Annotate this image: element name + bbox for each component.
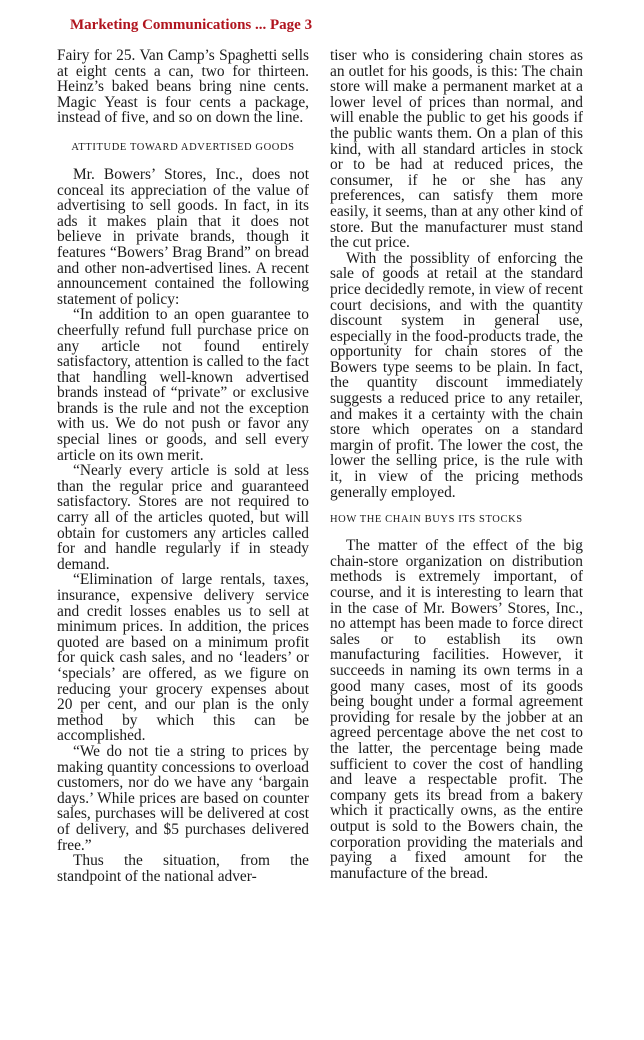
page-header: Marketing Communications ... Page 3 (70, 17, 313, 33)
paragraph: “We do not tie a string to prices by making quantity concessions to overload customers, nor do we have any ‘bargain days.’ While prices are based on counter sales, purchases will be delivered at cost of delivery, and $5 purchases delivered free.” (57, 742, 309, 854)
paragraph: Thus the situation, from the standpoint of the national adver- (57, 852, 309, 885)
section-heading: HOW THE CHAIN BUYS ITS STOCKS (330, 514, 523, 526)
section-heading: ATTITUDE TOWARD ADVERTISED GOODS (71, 141, 295, 153)
paragraph: “In addition to an open guarantee to cheerfully refund full purchase price on any article not found entirely satisfactory, attention is called to the fact that handling well-known advertised brands instead of “private” or exclusive brands is the rule and not the exception with us. We do not push or favor any special lines or goods, and sell every article on its own merit. (57, 306, 309, 464)
paragraph: Fairy for 25. Van Camp’s Spaghetti sells at eight cents a can, two for thirteen. Heinz’s baked beans bring nine cents. Magic Yeast is four cents a package, instead of five, and so on down the line. (57, 47, 309, 127)
right-column (330, 48, 583, 881)
paragraph: Mr. Bowers’ Stores, Inc., does not conceal its appreciation of the value of advertising to sell goods. In fact, in its ads it makes plain that it does not believe in private brands, though it features “Bowers’ Brag Brand” on bread and other non-advertised lines. A recent announcement contained the following statement of policy: (57, 165, 309, 308)
paragraph: With the possiblity of enforcing the sale of goods at retail at the standard price decidedly remote, in view of recent court decisions, and with the quantity discount system in general use, especially in the food-products trade, the opportunity for chain stores of the Bowers type seems to be plain. In fact, the quantity discount immediately suggests a reduced price to any retailer, and makes it a certainty with the chain store which operates on a standard margin of profit. The lower the cost, the lower the selling price, is the rule with it, in view of the pricing methods generally employed. (330, 249, 583, 501)
paragraph: “Nearly every article is sold at less than the regular price and guaranteed satisfactory. Stores are not required to carry all of the articles quoted, but will obtain for customers any articles called for and handle regularly if in steady demand. (57, 462, 309, 573)
paragraph: The matter of the effect of the big chain-store organization on distribution methods is extremely important, of course, and it is interesting to learn that in the case of Mr. Bowers’ Stores, Inc., no attempt has been made to force direct sales or to establish its own manufacturing facilities. However, it succeeds in naming its own terms in a good many cases, most of its goods being bought under a formal agreement providing for resale by the jobber at an agreed percentage above the net cost to the latter, the percentage being made sufficient to cover the cost of handling and leave a respectable profit. The company gets its bread from a bakery which it practically owns, as the entire output is sold to the Bowers chain, the corporation providing the materials and paying a fixed amount for the manufacture of the bread. (330, 537, 583, 882)
paragraph: “Elimination of large rentals, taxes, insurance, expensive delivery service and credit losses enables us to sell at minimum prices. In addition, the prices quoted are based on a minimum profit for quick cash sales, and no ‘leaders’ or ‘specials’ are offered, as we figure on reducing your grocery expenses about 20 per cent, and our plan is the only method by which this can be accomplished. (57, 571, 309, 745)
paragraph: tiser who is considering chain stores as an outlet for his goods, is this: The chain store will make a permanent market at a lower level of prices than normal, and will enable the public to get his goods if the public wants them. On a plan of this kind, with all standard articles in stock or to be had at reduced prices, the consumer, if he or she has any preferences, can satisfy them more easily, it seems, than at any other kind of store. But the manufacturer must stand the cut price. (330, 47, 583, 252)
left-column (57, 48, 309, 884)
